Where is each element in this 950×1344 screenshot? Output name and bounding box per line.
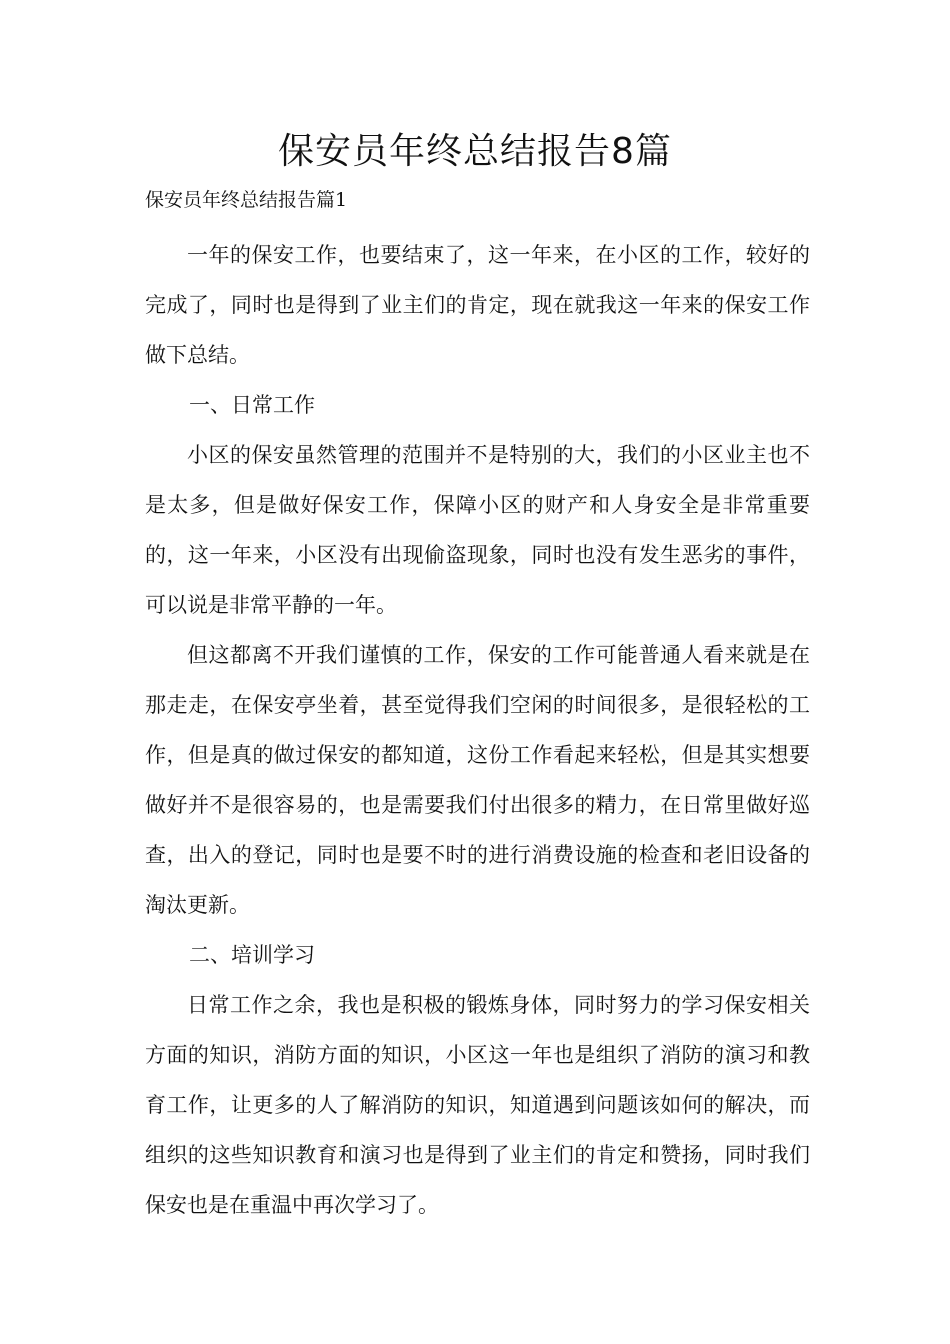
document-body [145, 230, 810, 1230]
section-subtitle: 保安员年终总结报告篇1 [145, 189, 348, 211]
paragraph-daily-work-1: 小区的保安虽然管理的范围并不是特别的大，我们的小区业主也不是太多，但是做好保安工作，保障小区的财产和人身安全是非常重要的，这一年来，小区没有出现偷盗现象，同时也没有发生恶劣的事件，可以说是非常平静的一年。 [145, 443, 810, 617]
paragraph-daily-work-2: 但这都离不开我们谨慎的工作，保安的工作可能普通人看来就是在那走走，在保安亭坐着，甚至觉得我们空闲的时间很多，是很轻松的工作，但是真的做过保安的都知道，这份工作看起来轻松，但是其实想要做好并不是很容易的，也是需要我们付出很多的精力，在日常里做好巡查，出入的登记，同时也是要不时的进行消费设施的检查和老旧设备的淘汰更新。 [145, 643, 810, 917]
document-title: 保安员年终总结报告8篇 [278, 131, 672, 172]
paragraph-training: 日常工作之余，我也是积极的锻炼身体，同时努力的学习保安相关方面的知识，消防方面的知识，小区这一年也是组织了消防的演习和教育工作，让更多的人了解消防的知识，知道遇到问题该如何的解决，而组织的这些知识教育和演习也是得到了业主们的肯定和赞扬，同时我们保安也是在重温中再次学习了。 [145, 993, 810, 1217]
paragraph-intro: 一年的保安工作，也要结束了，这一年来，在小区的工作，较好的完成了，同时也是得到了业主们的肯定，现在就我这一年来的保安工作做下总结。 [145, 243, 810, 367]
heading-training: 二、培训学习 [189, 943, 315, 967]
heading-daily-work: 一、日常工作 [189, 393, 315, 417]
